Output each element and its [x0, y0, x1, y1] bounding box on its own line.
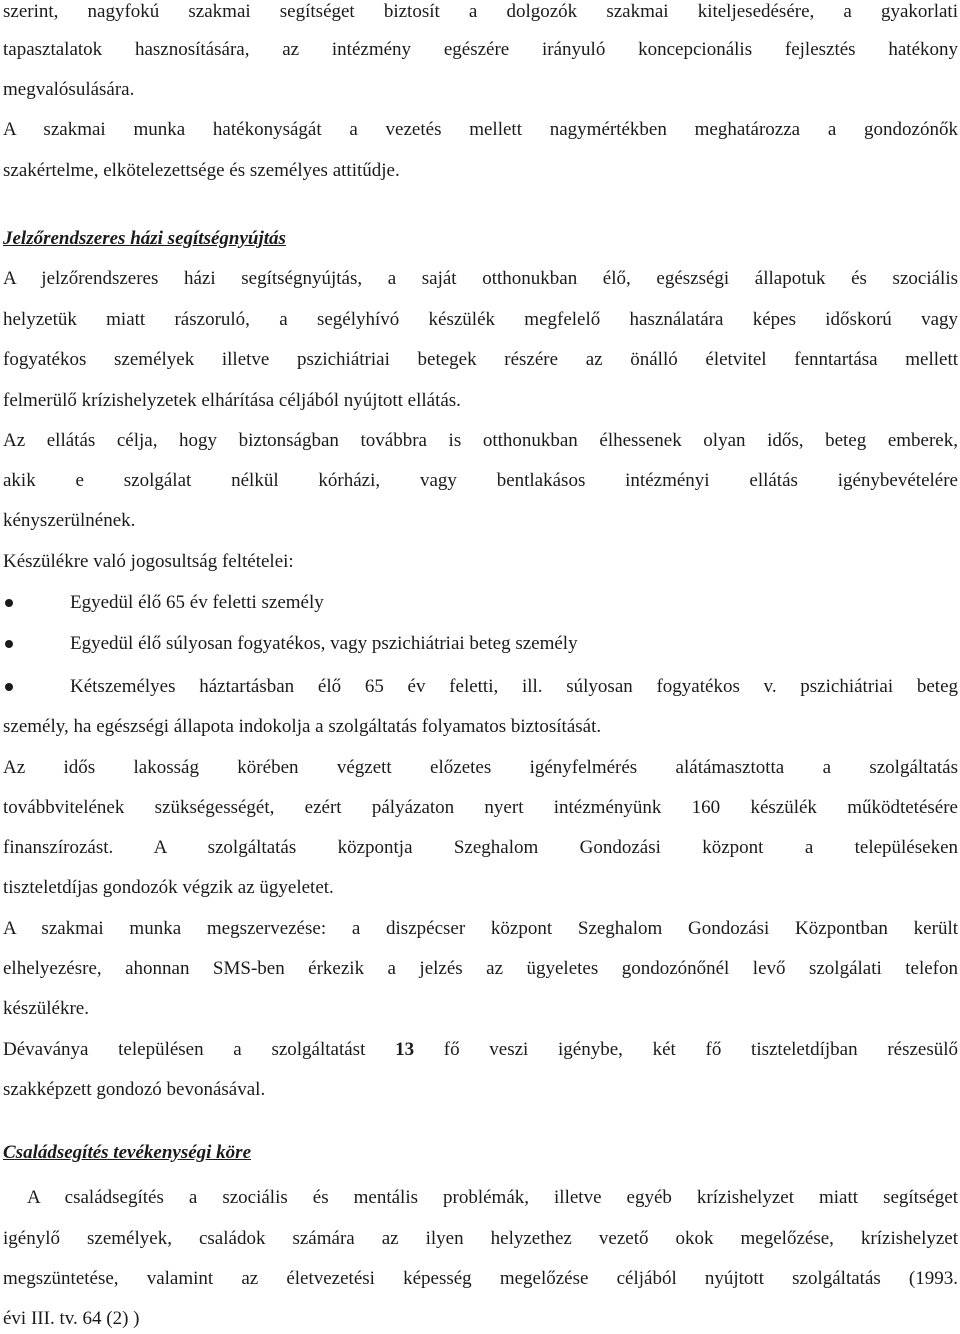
- paragraph-line: készülékre.: [3, 998, 89, 1019]
- devavanya-text-post: fő veszi igénybe, két fő tiszteletdíjban részesülő: [414, 1039, 959, 1060]
- devavanya-line: [3, 1038, 958, 1062]
- paragraph-line: Az ellátás célja, hogy biztonságban továbbra is otthonukban élhessenek olyan idős, beteg emberek,: [3, 430, 958, 451]
- paragraph-line: A jelzőrendszeres házi segítségnyújtás, a saját otthonukban élő, egészségi állapotuk és szociális: [3, 268, 958, 289]
- intro-line-1: szerint, nagyfokú szakmai segítséget biztosít a dolgozók szakmai kiteljesedésére, a gyakorlati: [3, 1, 958, 22]
- paragraph-line: tiszteletdíjas gondozók végzik az ügyeletet.: [3, 877, 334, 898]
- paragraph-line: A szakmai munka megszervezése: a diszpécser központ Szeghalom Gondozási Központban került: [3, 918, 958, 939]
- bullet-dot-icon: [5, 599, 13, 607]
- section-heading-jelzorendszer: Jelzőrendszeres házi segítségnyújtás: [3, 228, 286, 249]
- paragraph-line: kényszerülnének.: [3, 510, 136, 531]
- paragraph-line: elhelyezésre, ahonnan SMS-ben érkezik a jelzés az ügyeletes gondozónőnél levő szolgálati telefon: [3, 958, 958, 979]
- paragraph-line: felmerülő krízishelyzetek elhárítása céljából nyújtott ellátás.: [3, 390, 461, 411]
- bullet-dot-icon: [5, 683, 13, 691]
- paragraph-line: Készülékre való jogosultság feltételei:: [3, 551, 294, 572]
- section-heading-csaladsegites: Családsegítés tevékenységi köre: [3, 1142, 252, 1163]
- intro-line-3: megvalósulására.: [3, 79, 135, 100]
- bullet-dot-icon: [5, 640, 13, 648]
- list-item: Egyedül élő súlyosan fogyatékos, vagy pszichiátriai beteg személy: [70, 633, 578, 654]
- paragraph-line: A családsegítés a szociális és mentális problémák, illetve egyéb krízishelyzet miatt segítséget: [3, 1187, 958, 1208]
- devavanya-text-pre: Dévaványa településen a szolgáltatást: [3, 1039, 396, 1060]
- paragraph-line: évi III. tv. 64 (2) ): [3, 1308, 140, 1329]
- paragraph-line: megszüntetése, valamint az életvezetési képesség megelőzése céljából nyújtott szolgáltatás (1993.: [3, 1268, 958, 1289]
- paragraph-line: személy, ha egészségi állapota indokolja a szolgáltatás folyamatos biztosítását.: [3, 716, 602, 737]
- intro-line-4: A szakmai munka hatékonyságát a vezetés mellett nagymértékben meghatározza a gondozónők: [3, 119, 958, 140]
- intro-line-5: szakértelme, elkötelezettsége és személyes attitűdje.: [3, 160, 400, 181]
- paragraph-line: Az idős lakosság körében végzett előzetes igényfelmérés alátámasztotta a szolgáltatás: [3, 757, 958, 778]
- paragraph-line: továbbvitelének szükségességét, ezért pályázaton nyert intézményünk 160 készülék működtetésére: [3, 797, 958, 818]
- list-item: Kétszemélyes háztartásban élő 65 év feletti, ill. súlyosan fogyatékos v. pszichiátriai beteg: [70, 676, 958, 697]
- paragraph-line: akik e szolgálat nélkül kórházi, vagy bentlakásos intézményi ellátás igénybevételére: [3, 470, 958, 491]
- paragraph-line: helyzetük miatt rászoruló, a segélyhívó készülék megfelelő használatára képes időskorú vagy: [3, 309, 958, 330]
- paragraph-line: finanszírozást. A szolgáltatás központja Szeghalom Gondozási központ a településeken: [3, 837, 958, 858]
- intro-line-2: tapasztalatok hasznosítására, az intézmény egészére irányuló koncepcionális fejlesztés hatékony: [3, 39, 958, 60]
- list-item: Egyedül élő 65 év feletti személy: [70, 592, 324, 613]
- paragraph-line: igénylő személyek, családok számára az ilyen helyzethez vezető okok megelőzése, krízishelyzet: [3, 1228, 958, 1249]
- paragraph-line: fogyatékos személyek illetve pszichiátriai betegek részére az önálló életvitel fenntartása mellett: [3, 349, 958, 370]
- devavanya-user-count: 13: [395, 1039, 415, 1060]
- paragraph-line: szakképzett gondozó bevonásával.: [3, 1079, 266, 1100]
